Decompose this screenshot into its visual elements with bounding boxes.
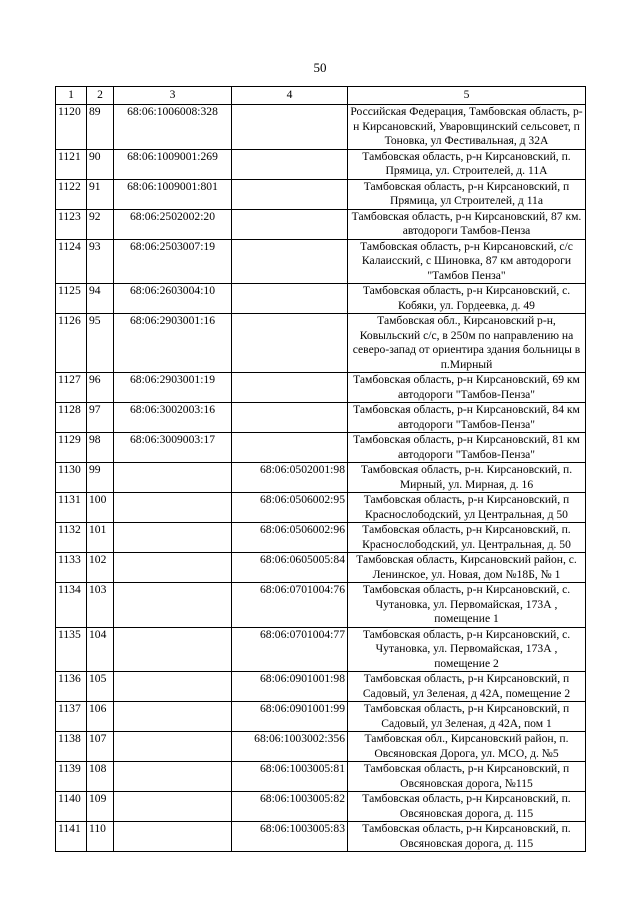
address-cell: Тамбовская область, р-н Кирсановский, с. Чутановка, ул. Первомайская, 173А , помещение 1	[348, 583, 586, 628]
table-row	[56, 149, 586, 179]
address-cell: Тамбовская область, р-н Кирсановский, п Садовый, ул Зеленая, д 42А, помещение 2	[348, 672, 586, 702]
cadastral-number-alt-cell	[232, 284, 348, 314]
cadastral-number-alt-cell	[232, 149, 348, 179]
row-number-cell: 1135	[56, 627, 87, 672]
address-cell: Тамбовская область, р-н. Кирсановский, п. Мирный, ул. Мирная, д. 16	[348, 463, 586, 493]
cadastral-number-alt-cell: 68:06:0901001:99	[232, 702, 348, 732]
table-row	[56, 209, 586, 239]
table-row	[56, 792, 586, 822]
cadastral-number-alt-cell	[232, 179, 348, 209]
cadastral-number-alt-cell	[232, 373, 348, 403]
cadastral-number-cell	[114, 627, 232, 672]
sub-number-cell: 90	[87, 149, 114, 179]
cadastral-number-cell: 68:06:3009003:17	[114, 433, 232, 463]
address-cell: Тамбовская область, р-н Кирсановский, п Прямица, ул Строителей, д 11а	[348, 179, 586, 209]
address-cell: Тамбовская обл., Кирсановский район, п. Овсяновская Дорога, ул. МСО, д. №5	[348, 732, 586, 762]
table-header	[56, 87, 586, 105]
table-row	[56, 553, 586, 583]
address-cell: Тамбовская область, р-н Кирсановский, 84 км автодороги "Тамбов-Пенза"	[348, 403, 586, 433]
row-number-cell: 1126	[56, 314, 87, 373]
sub-number-cell: 93	[87, 239, 114, 284]
row-number-cell: 1127	[56, 373, 87, 403]
address-cell: Тамбовская область, Кирсановский район, с. Ленинское, ул. Новая, дом №18Б, № 1	[348, 553, 586, 583]
table-row	[56, 493, 586, 523]
sub-number-cell: 91	[87, 179, 114, 209]
row-number-cell: 1120	[56, 105, 87, 150]
sub-number-cell: 107	[87, 732, 114, 762]
address-cell: Тамбовская область, р-н Кирсановский, 87 км. автодороги Тамбов-Пенза	[348, 209, 586, 239]
cadastral-number-cell	[114, 523, 232, 553]
cadastral-number-cell	[114, 553, 232, 583]
row-number-cell: 1131	[56, 493, 87, 523]
cadastral-number-cell	[114, 732, 232, 762]
row-number-cell: 1138	[56, 732, 87, 762]
address-cell: Тамбовская область, р-н Кирсановский, 81 км автодороги "Тамбов-Пенза"	[348, 433, 586, 463]
sub-number-cell: 98	[87, 433, 114, 463]
table-row	[56, 314, 586, 373]
row-number-cell: 1122	[56, 179, 87, 209]
table-row	[56, 627, 586, 672]
sub-number-cell: 95	[87, 314, 114, 373]
row-number-cell: 1129	[56, 433, 87, 463]
address-cell: Тамбовская область, р-н Кирсановский, 69 км автодороги "Тамбов-Пенза"	[348, 373, 586, 403]
table-row	[56, 672, 586, 702]
cadastral-number-alt-cell	[232, 403, 348, 433]
sub-number-cell: 102	[87, 553, 114, 583]
table-row	[56, 105, 586, 150]
row-number-cell: 1134	[56, 583, 87, 628]
cadastral-number-alt-cell: 68:06:1003005:83	[232, 822, 348, 852]
sub-number-cell: 105	[87, 672, 114, 702]
sub-number-cell: 101	[87, 523, 114, 553]
cadastral-number-alt-cell: 68:06:0605005:84	[232, 553, 348, 583]
row-number-cell: 1123	[56, 209, 87, 239]
registry-table	[55, 86, 586, 852]
sub-number-cell: 106	[87, 702, 114, 732]
table-row	[56, 523, 586, 553]
row-number-cell: 1140	[56, 792, 87, 822]
table-row	[56, 239, 586, 284]
cadastral-number-alt-cell	[232, 433, 348, 463]
address-cell: Тамбовская область, р-н Кирсановский, п. Краснослободский, ул. Центральная, д. 50	[348, 523, 586, 553]
sub-number-cell: 96	[87, 373, 114, 403]
column-header-3: 3	[114, 87, 232, 105]
cadastral-number-cell	[114, 702, 232, 732]
table-row	[56, 373, 586, 403]
sub-number-cell: 99	[87, 463, 114, 493]
table-row	[56, 284, 586, 314]
row-number-cell: 1133	[56, 553, 87, 583]
cadastral-number-cell: 68:06:2903001:19	[114, 373, 232, 403]
column-header-2: 2	[87, 87, 114, 105]
cadastral-number-cell	[114, 822, 232, 852]
row-number-cell: 1136	[56, 672, 87, 702]
sub-number-cell: 100	[87, 493, 114, 523]
sub-number-cell: 104	[87, 627, 114, 672]
cadastral-number-alt-cell: 68:06:0506002:96	[232, 523, 348, 553]
row-number-cell: 1130	[56, 463, 87, 493]
row-number-cell: 1141	[56, 822, 87, 852]
table-row	[56, 702, 586, 732]
cadastral-number-alt-cell: 68:06:0701004:76	[232, 583, 348, 628]
table-row	[56, 463, 586, 493]
row-number-cell: 1128	[56, 403, 87, 433]
cadastral-number-alt-cell: 68:06:1003005:81	[232, 762, 348, 792]
cadastral-number-cell: 68:06:2603004:10	[114, 284, 232, 314]
cadastral-number-cell	[114, 672, 232, 702]
row-number-cell: 1121	[56, 149, 87, 179]
address-cell: Тамбовская область, р-н Кирсановский, с. Кобяки, ул. Гордеевка, д. 49	[348, 284, 586, 314]
column-header-5: 5	[348, 87, 586, 105]
row-number-cell: 1139	[56, 762, 87, 792]
address-cell: Тамбовская область, р-н Кирсановский, п Овсяновская дорога, №115	[348, 762, 586, 792]
cadastral-number-cell	[114, 792, 232, 822]
cadastral-number-cell	[114, 583, 232, 628]
table-row	[56, 433, 586, 463]
table-row	[56, 403, 586, 433]
cadastral-number-alt-cell: 68:06:0506002:95	[232, 493, 348, 523]
column-header-1: 1	[56, 87, 87, 105]
sub-number-cell: 108	[87, 762, 114, 792]
sub-number-cell: 89	[87, 105, 114, 150]
cadastral-number-cell: 68:06:2502002:20	[114, 209, 232, 239]
address-cell: Тамбовская область, р-н Кирсановский, п Садовый, ул Зеленая, д 42А, пом 1	[348, 702, 586, 732]
cadastral-number-cell: 68:06:2903001:16	[114, 314, 232, 373]
sub-number-cell: 97	[87, 403, 114, 433]
address-cell: Тамбовская область, р-н Кирсановский, п Краснослободский, ул Центральная, д 50	[348, 493, 586, 523]
cadastral-number-cell: 68:06:1009001:801	[114, 179, 232, 209]
sub-number-cell: 92	[87, 209, 114, 239]
cadastral-number-alt-cell	[232, 314, 348, 373]
row-number-cell: 1132	[56, 523, 87, 553]
address-cell: Тамбовская область, р-н Кирсановский, с. Чутановка, ул. Первомайская, 173А , помещение 2	[348, 627, 586, 672]
cadastral-number-alt-cell	[232, 105, 348, 150]
sub-number-cell: 109	[87, 792, 114, 822]
cadastral-number-alt-cell: 68:06:1003002:356	[232, 732, 348, 762]
address-cell: Тамбовская область, р-н Кирсановский, с/с Калаисский, с Шиновка, 87 км автодороги "Тамбов Пенза"	[348, 239, 586, 284]
cadastral-number-cell	[114, 463, 232, 493]
cadastral-number-cell	[114, 762, 232, 792]
table-row	[56, 822, 586, 852]
table-row	[56, 583, 586, 628]
address-cell: Тамбовская область, р-н Кирсановский, п. Овсяновская дорога, д. 115	[348, 792, 586, 822]
cadastral-number-cell	[114, 493, 232, 523]
row-number-cell: 1124	[56, 239, 87, 284]
sub-number-cell: 94	[87, 284, 114, 314]
address-cell: Тамбовская обл., Кирсановский р-н, Ковыльский с/с, в 250м по направлению на северо-запад от ориентира здания больницы в п.Мирный	[348, 314, 586, 373]
cadastral-number-cell: 68:06:1009001:269	[114, 149, 232, 179]
address-cell: Тамбовская область, р-н Кирсановский, п. Прямица, ул. Строителей, д. 11А	[348, 149, 586, 179]
table-body	[56, 105, 586, 852]
cadastral-number-cell: 68:06:1006008:328	[114, 105, 232, 150]
sub-number-cell: 110	[87, 822, 114, 852]
address-cell: Российская Федерация, Тамбовская область, р-н Кирсановский, Уваровщинский сельсовет, п Тоновка, ул Фестивальная, д 32А	[348, 105, 586, 150]
cadastral-number-alt-cell: 68:06:0502001:98	[232, 463, 348, 493]
cadastral-number-alt-cell: 68:06:1003005:82	[232, 792, 348, 822]
page-number: 50	[313, 60, 327, 75]
table-row	[56, 762, 586, 792]
address-cell: Тамбовская область, р-н Кирсановский, п. Овсяновская дорога, д. 115	[348, 822, 586, 852]
cadastral-number-alt-cell	[232, 209, 348, 239]
table-row	[56, 179, 586, 209]
cadastral-number-cell: 68:06:2503007:19	[114, 239, 232, 284]
column-header-4: 4	[232, 87, 348, 105]
cadastral-number-alt-cell	[232, 239, 348, 284]
sub-number-cell: 103	[87, 583, 114, 628]
cadastral-number-alt-cell: 68:06:0901001:98	[232, 672, 348, 702]
row-number-cell: 1125	[56, 284, 87, 314]
row-number-cell: 1137	[56, 702, 87, 732]
cadastral-number-alt-cell: 68:06:0701004:77	[232, 627, 348, 672]
header-row	[56, 87, 586, 105]
cadastral-number-cell: 68:06:3002003:16	[114, 403, 232, 433]
table-row	[56, 732, 586, 762]
